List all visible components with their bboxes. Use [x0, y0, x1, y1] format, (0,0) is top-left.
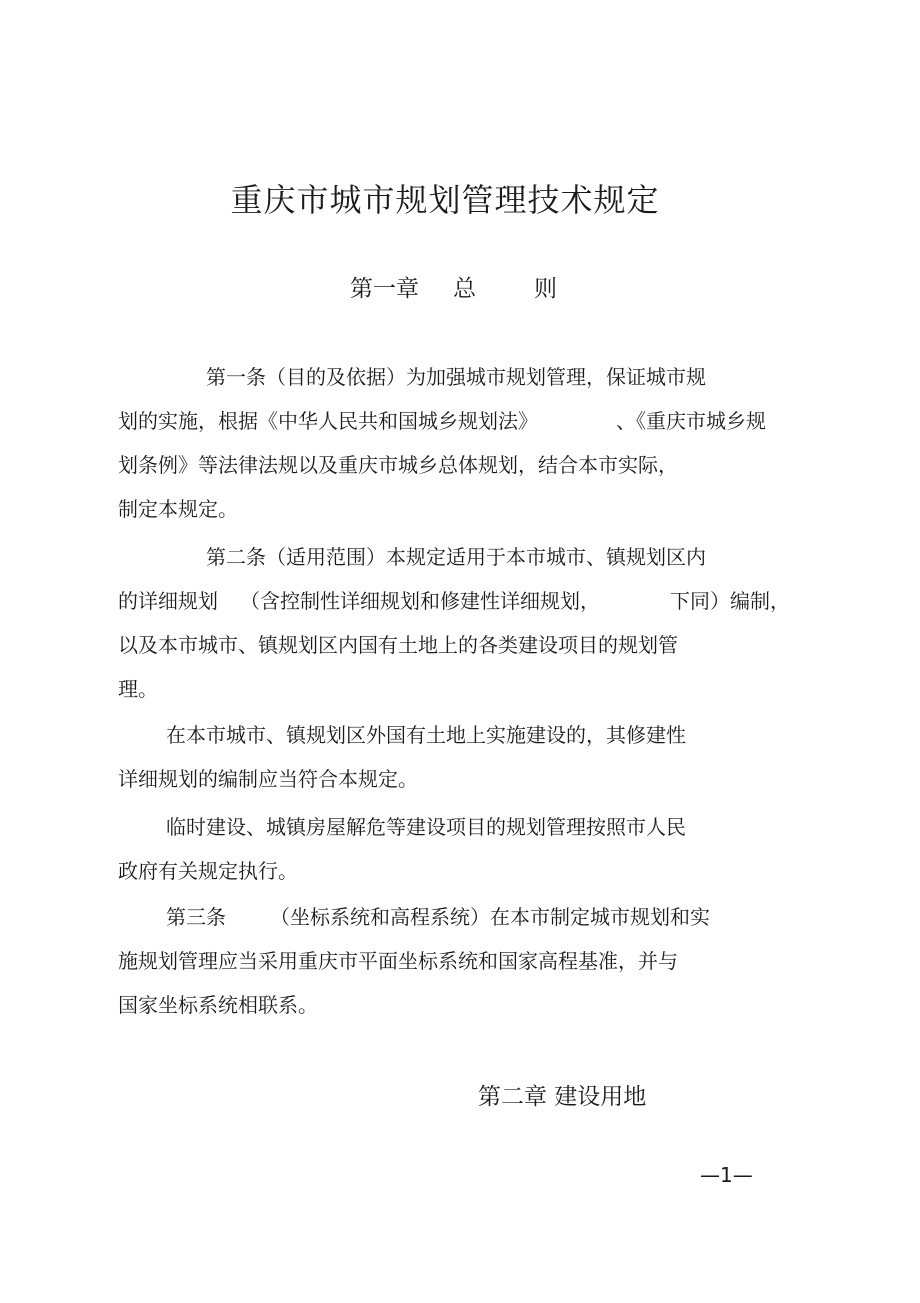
article-2-line-4: 理。: [118, 677, 158, 701]
article-2-line-1: 第二条（适用范围）本规定适用于本市城市、镇规划区内: [206, 545, 706, 569]
article-2-line-2c: 下同）编制，: [670, 589, 790, 613]
article-3-line-1: （坐标系统和高程系统）在本市制定城市规划和实: [270, 905, 710, 929]
chapter-two-heading: 第二章 建设用地: [478, 1084, 647, 1110]
document-title: 重庆市城市规划管理技术规定: [230, 181, 660, 219]
paragraph-outside-area-line-1: 在本市城市、镇规划区外国有土地上实施建设的，其修建性: [166, 723, 686, 747]
article-2-line-3: 以及本市城市、镇规划区内国有土地上的各类建设项目的规划管: [118, 633, 678, 657]
article-3-line-3: 国家坐标系统相联系。: [118, 993, 318, 1017]
article-1-line-2a: 划的实施，根据《中华人民共和国城乡规划法》: [118, 409, 538, 433]
article-1-line-4: 制定本规定。: [118, 497, 238, 521]
article-3-label: 第三条: [166, 905, 226, 929]
paragraph-temporary-line-2: 政府有关规定执行。: [118, 859, 298, 883]
article-3-line-2: 施规划管理应当采用重庆市平面坐标系统和国家高程基准，并与: [118, 949, 678, 973]
article-1-line-1: 第一条（目的及依据）为加强城市规划管理，保证城市规: [206, 365, 706, 389]
article-2-line-2a: 的详细规划: [118, 589, 218, 613]
chapter-one-heading: [350, 272, 557, 306]
paragraph-outside-area-line-2: 详细规划的编制应当符合本规定。: [118, 767, 418, 791]
chapter-one-name-part1: 总: [453, 276, 476, 302]
article-2-line-2b: （含控制性详细规划和修建性详细规划，: [240, 589, 600, 613]
page-number: —1—: [700, 1163, 753, 1187]
chapter-one-number: 第一章: [350, 276, 419, 302]
chapter-one-name-part2: 则: [534, 276, 557, 302]
article-1-line-3: 划条例》等法律法规以及重庆市城乡总体规划，结合本市实际，: [118, 453, 678, 477]
article-1-line-2b: 、《重庆市城乡规: [616, 409, 766, 433]
paragraph-temporary-line-1: 临时建设、城镇房屋解危等建设项目的规划管理按照市人民: [166, 815, 686, 839]
